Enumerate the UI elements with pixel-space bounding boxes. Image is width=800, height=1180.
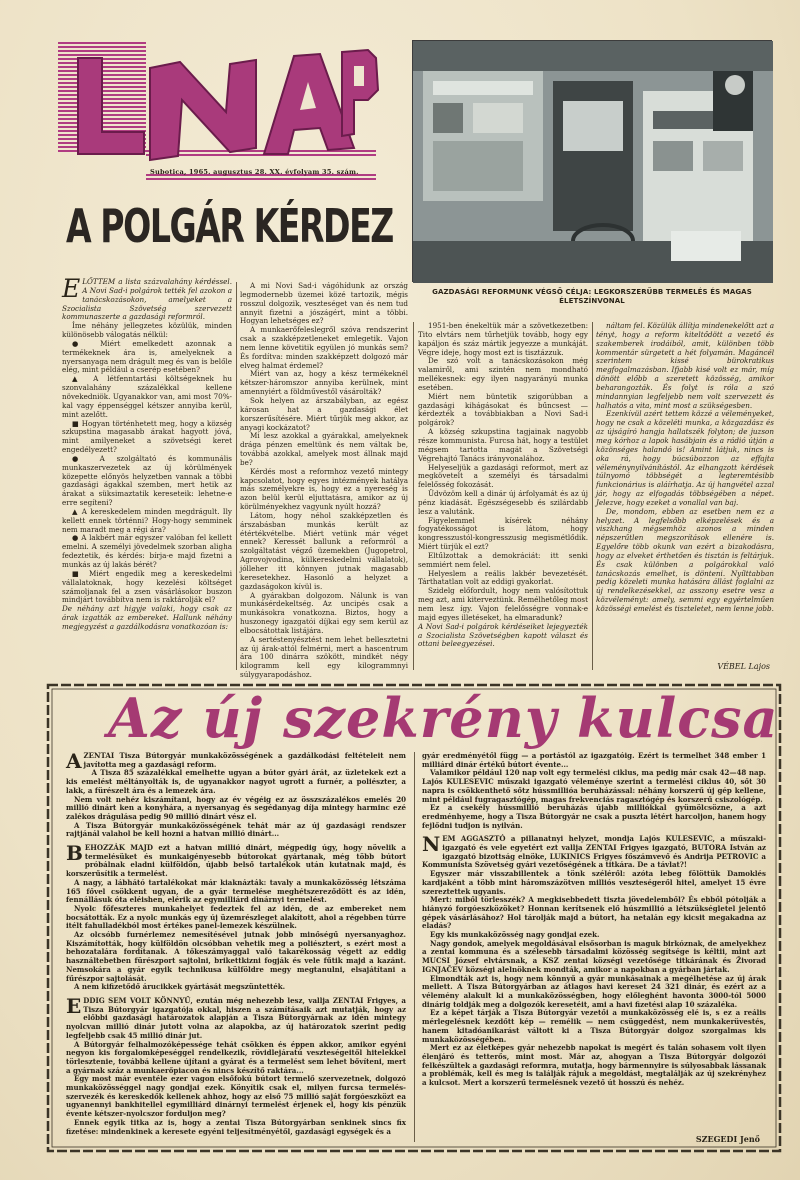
article1-col2-para: Sok helyen az árszabályban, az egész károsan hat a gazdasági élet korszerűsítésére. Miért tűrjük meg akkor, az anyagi kockázatot? (240, 395, 408, 432)
article1-col3-para: Szidelg előfordult, hogy nem valósítottuk meg azt, ami kiterveztünk. Remélhetőleg most nem lesz így. Vajon felelősségre vonnak-e majd egyes illetéseket, ha elmaradunk? (418, 586, 588, 622)
article2-left-block: Egy most már eventéle ezer vagon elsőfokú bútort termelő szervezetnek, dolgozó munkaközösséggel nagy gondjai ezek. Könyítik csak el, milyen furcsa termelés-szervezék és kereskedők kellenek ahhoz, hogy az első 75 millió saját forgóeszközt ea ugyanennyi bankhitellel egymilliárd dinárnyi termelést érjenek el, hogy kis pénzük évente kétszer-nyolcszor forduljon meg? (66, 1074, 406, 1119)
headline-polgar-kerdez: A POLGÁR KÉRDEZ (66, 199, 393, 253)
article2-col-right (422, 752, 766, 1132)
article1-col1 (62, 274, 232, 672)
article1-col1-para: Íme néhány jellegzetes közülük, minden különösebb válogatás nélkül: (62, 321, 232, 340)
article1-col4-para: Ezenkívül azért tettem közzé a véleményeket, hogy ne csak a közeléti munka, a közgazdász és az újságíró hangja hallatszék folyton; de juzson meg kórhoz a lapok hasábjain és a rádió útján a közönséges halandó is! Amint látjuk, nincs is oka rá, hogy búcsúbozzon az effajta véleménynyilvánítástól. Az elhangzott kérdések túlnyomó többségét a legteremtésibb funkcionárius is aláírhatja. Az új hangvétel azzal jár, hogy az elfogadás többségében a népet. Jelezve, hogy ezeket a vonallal van baj. (596, 409, 774, 507)
article1-col2-para: Mi lesz azokkal a gyárakkal, amelyeknek drága pénzen emeltünk és nem váltak be, továbbá azokkal, amelyek most állnak majd be? (240, 431, 408, 467)
article2-left-text: ZENTAI Tisza Bútorgyár munkaközösségének a gazdálkodási feltételeit nem javította meg a gazdasági reform. (83, 751, 406, 769)
column-rule (236, 282, 237, 670)
article2-right-block (422, 832, 766, 870)
article2-cap: B (66, 841, 83, 866)
article2-right-block: Mert ez az életképes gyár nehezebb napokat is megért és talán sohasem volt ilyen élenjáró és tetterős, mint most. Már az, ahogyan a Tisza Bútorgyár dolgozói felkészültek a gazdasági reformra, mutatja, hogy bármennyire is súlyosabbak lássanak a problémák, kell és meg is találják rájuk a megoldást, megtalálják az új szekrényhez a kulcsot. Mert a korszerű termelésnek vezető út hosszú és nehéz. (422, 1043, 766, 1088)
article1-col3-para: Miért nem büntetik szigorúbban a gazdasági kihágásokat és bűncsest — kérdezték a továbbiakban a Novi Sad-i polgárok? (418, 391, 588, 428)
article1-col1-para: ■ Miért engedik meg a kereskedelmi vállalatoknak, hogy kezelési költséget számoljanak fel a zsen vásárlásokor buszon mindjárt továbbítva nem is raktárolják el? (62, 568, 232, 605)
article2-right-block: Mert: miből törlesszék? A megkisebbedett tiszta jövedelemből? És ebből pótolják a hiányzó forgóeszközöket? Honnan kerítsenek elő húszmillió a létszükségletel jelentő gépek vásárlásához? Hol tárolják majd a bútort, ha netalán egy kicsit megakadna az eladás? (422, 895, 766, 931)
article1-dropcap: E (62, 274, 81, 303)
issue-line: Subotica, 1965. augusztus 28. XX. évfolyam 35. szám. (150, 168, 359, 176)
article2-right-block: Elmondták azt is, hogy nem könnyű a gyár munkásainak a megélhetése az új árak mellett. A Tisza Bútorgyárban az átlagos havi kereset 24 321 dinár, és ezért az a vélemény alakult ki a munkaközösségben, hogy előleghént havonta 3000-tól 5000 dinárig toldják meg a dolgozók keresetéit, ami a havi fizetési alap 10 százaléka. (422, 973, 766, 1009)
article1-signature: VÉBEL Lajos (717, 662, 770, 671)
article2-left-block (66, 841, 406, 879)
article1-col3-para: 1951-ben énekeltük már a szövetkezetben: Tito elvtárs nem tűrhetjük tovább, hogy egy kapáljon és száz mártik jegyezze a munkáját. Végre ideje, hogy most ezt is tisztázzuk. (418, 321, 588, 357)
article2-right-block: Valamikor például 120 nap volt egy termelési ciklus, ma pedig már csak 42—48 nap. Lajós KULESEVIC műszaki igazgató véleménye szerint a termelési ciklus 40, sőt 30 napra is csökkenthető sőtz hússmillióa beruházással: néhány korszerű új gép kellene, mint például fugragasztógép, magas frekvenciás ragasztógép és korszerű csiszológép. (422, 768, 766, 804)
article1-col1-para: ▲ A létfenntartási költségeknek hu szonvalahány százalékkal kellene növekedniök. Ugyanakkor van, ami most 70%-kal vagy éppenséggel kétszer annyiba kerül, mint azelőtt. (62, 374, 232, 419)
column-rule (592, 322, 593, 670)
article2-left-block: A Tisza Bútorgyár munkaközösségének tehát már az új gazdasági rendszer rajtjánál valahol be kell hozni a hatvan millió dinárt... (66, 820, 406, 839)
article1-col2-para: A munkaerőfeleslegről szóva rendszerint csak a szakképzetleneket emlegetik. Vajon nem lenne követitik együlen jó munkás sem? És fordítva: minden szakképzett dolgozó már elveg halmat érdemel? (240, 325, 408, 370)
article1-col2-para: Látom, hogy néhol szakképzetlen és árszabásban munkás került az étértékvételbe. Miért vetünk már véget ennek? Keressét ballunk a reformról a szolgáltatást végző üzemekben (Jugopetrol, Agrovojvodina, külkereskedelmi vállalatok), jólleher itt könnyen jutnak magasabb keresetekhez. Hasonló a helyzet a gazdaságokon kívül is. (240, 510, 408, 591)
article1-col1-para: ● A szolgáltató és kommunális munkaszervezetek az új körülmények közepette előnyös helyzetben vannak a többi gazdasági ágakkal szemben, mert hetik az árakat a süksimaztatik kereseteik: lehetne-e erre segíteni? (62, 453, 232, 508)
article2-left-block (66, 749, 406, 773)
headline-szekreny-kulcsa: Az új szekrény kulcsa (108, 686, 779, 750)
article2-right-block: Ez a csekély hússmillió beruházás újabb milliókkal gyümölcsözne, a azt eredménhyeme, hogy a Tisza Bútorgyár ne csak a puszta létért harcoljon, hanem hogy fejlődni tudjon is nyilván. (422, 803, 766, 830)
nap-logo (58, 38, 380, 188)
article1-col3-para: A község szkupstina tagjainak nagyobb része kommunista. Furcsa hát, hogy a testület mégsem tartotta magát a Szövetségi Végrehajtó Tanács irányvonalához. (418, 427, 588, 463)
article1-col2-para: A gyárakban dolgozom. Nálunk is van munkásérdekeltség. Az uncipés csak a munkásokra vonatkozna. Biztos, hogy a huszonegy igazgatói díjkai egy sem kerül az elbocsátottak listájára. (240, 590, 408, 635)
article2-cap: N (422, 832, 441, 857)
article1-col2-para: Kérdés most a reformhoz vezető mintegy kapcsolatot, hogy egyes intézmények hatálya más személyekre is, hogy ez a nyereség is azon belül kerül eljuttatásra, amikor az új körülményekhez vagyunk nyúlt hozzá? (240, 466, 408, 512)
article1-col3-para: A Novi Sad-i polgárok kérdéseiket lejegyezték a Szocialista Szövetségben kapott választ és ottani beleegyezései. (418, 621, 588, 649)
article1-col2-para: Miért van az, hogy a kész termékeknél kétszer-háromszor annyiba kerülnek, mint amennyiért a földművestől vásárolták? (240, 369, 408, 397)
factory-photo-illustration (413, 41, 773, 283)
article2-left-block: A nagy, a lábhátó tartalékokat már kiaknázták: tavaly a munkaközösség létszáma 165 fővel csökkent ugyan, de a gyár termelése meghétszereződött és az idén, fennállásuk óta eléishen, elérik az egymilliárd dinárnyi termelést. (66, 877, 406, 905)
article2-right-block: Nagy gondok, amelyek megoldásával elsősorban is maguk birkóznak, de amelyekhez a zentai kommuna és a szélesebb társadalmi közösség segítsége is kéltii, mint azt MUCSI József elvtársnak, a KSZ zentai községi vezetősége titkárának és Živorad IGNJAČEV községi alelnöknek mondták, amikor a napokban a gyárban jártak. (422, 938, 766, 974)
article2-right-text: EM AGGASZTÓ a pillanatnyi helyzet, mondja Lajós KULESEVIC, a műszaki-igazgató és vele egyetért ezt vallja ZENTAI Frigyes igazgató, BUTORA István az igazgató bizottság elnöke, LUKINICS Frigyes főszámvevő és Andrija PETROVIC a Kommunista Szövetség gyári vezetőségének a titkára. De a távlat?! (422, 834, 766, 870)
article1-col1-para: ▲ A kereskedelem minden megdrágult. Ily kellett ennek történni? Hogy-hogy semminek nem maradt meg a régi ára? (62, 506, 232, 534)
article2-cap: A (66, 749, 82, 773)
article2-right-block: gyár eredményétől függ — a portástól az igazgatóig. Ezért is termelhet 348 ember 1 milliárd dinár értékű bútort évente... (422, 751, 766, 769)
article1-col3-para: Helyeslem a reális lakbér bevezetését. Tárthatatlan volt az eddigi gyakorlat. (418, 568, 588, 587)
photo-caption: GAZDASÁGI REFORMUNK VÉGSŐ CÉLJA: LEGKORSZERŰBB TERMELÉS ÉS MAGAS ÉLETSZÍNVONAL (432, 288, 752, 305)
article1-col1-para: ● A lakbért már egyszer valóban fel kellett emelni. A személyi jövedelmek szorban aligha fedeztetik, és kérdés: bírja-e majd fizetni a munkás az új lakás bérét? (62, 533, 232, 569)
article2-left-block: Nem volt nehéz kiszámítani, hogy az év végéig ez az összszázalékos emelés 20 millió dinárt ken a konyhára, a nyersanyag és segédanyag díja mintegy harminc ezé zalékos drágulása pedig 90 millió dinárt vész el. (66, 794, 406, 821)
article2-left-block: A nem kifizetődő árucikkek gyártását megszüntették. (74, 982, 286, 992)
masthead (58, 38, 378, 188)
article2-left-block (66, 993, 406, 1041)
article1-col1-para: ■ Hogyan történhetett meg, hogy a község szkupstina magasabb árakat hagyott jóvá, mint amilyeneket a szövetségi keret engedélyezett? (62, 418, 232, 455)
article1-col4-para: De, mondom, ebben az esetben nem ez a helyzet. A legfelsőbb elképzelések és a viszkhang mégsemhöz azonos a minden népszerűtlen megszorítások ellenére is. Egyelőre több okunk van ezért a bizakodásra, hogy az elveket érthetően és tisztán is feltárjuk. És csak különben a polgárokkal való tanácskozás emelhet, is dönteni. Nyílttabban pedig közeleti munka hatására állást foglalni az új rendelkezésekkel, az asszony esetre vesz a közvéleményt: amely, semmi egy egyértelműen közösségi emelést és tiszteletet, nem lenne jobb. (596, 506, 774, 613)
article2-signature: SZEGEDI Jenő (695, 1134, 760, 1144)
article2-right-block: Ez a képet tárják a Tisza Bútorgyár vezetői a munkaközösség elé is, s ez a reális mérlegelésnek kezdőtt kép — remélik — nem csüggedést, nem munkakerüvestés, hanem kitadóanikarást váltott ki a Tisza Bútorgyár dolgoz szorgalmas kis munkaközösségében. (422, 1008, 766, 1044)
article2-col-left (66, 749, 406, 1144)
article1-col1-para: De néhány azt higyje valaki, hogy csak az árak izgatták az embereket. Hallunk néhány megjegyzést a gazdálkodásra vonatkozóan is: (62, 604, 232, 631)
article1-col3-para: Üdvözöm kell a dinár új árfolyamát és az új pénz kiadását. Egészségesebb és szilárdabb lesz a valutánk. (418, 489, 588, 516)
article2-left-block: A Bútorgyár felhalmozóképessége tehát csökken és éppen akkor, amikor egyéni negyon kis forgalomképeséggel rendelkezik, rövidlejáratú veszteségeitől hitelekkel törlesztenie, továbbá kellene újítani a gyárat és a termelést sem lehet bővíteni, mert a gyárnak száz a munkaerőpiacon és nincs készítő raktára... (66, 1039, 406, 1075)
article2-cap: E (66, 993, 82, 1018)
article1-col3-para: Helyeseljük a gazdasági reformot, mert az megkövetelt a személyi és társadalmi felelősség fokozását. (418, 462, 588, 490)
column-rule (414, 752, 415, 1142)
article2-left-block: Ennek egyik titka az is, hogy a zentai Tisza Bútorgyárban senkinek sincs fix fizetése: mindenkinek a keresete egyéni teljesítményétől, gazdasági egységek és a (66, 1117, 406, 1136)
article1-col4-para: náltam fel. Közülük állítja mindenekelőtt azt a tényt, hogy a reform kiteltődött a vezető és szakemberek irodáiból, amit, különben több kommentár sürgetett a hét folyamán. Magáncél szerintem kissé bürokratikus megfogalmazásban. Ifjabb kisé volt ez már, míg dönött előbb a szeretett közösség, amikor beharangozták. És folyt is róla a szó mindannyian legfeljebb nem volt szervezett és halhatós a vita, mint most a szükségesben. (596, 321, 774, 410)
article2-left-text: DDIG SEM VOLT KÖNNYŰ, ezután még nehezebb lesz, vallja ZENTAI Frigyes, a Tisza Bútorgyár igazgatója okkal, hiszen a számításaik azt mutatják, hogy az előbbi gazdasági határozatok alapján a Tisza Bútorgyárnak az idén mintegy nyolcvan millió dinár jutott volna az alapokba, az új határozatok szerint pedig legfeljebb csak 45 millió dinár jut. (66, 995, 406, 1040)
column-rule (413, 322, 414, 670)
article1-col3-para: Eltűlzottak a demokráciát: itt senki semmiért nem felel. (418, 550, 588, 569)
article1-col2 (240, 281, 408, 680)
article2-right-block: Egyszer már visszabillentek a tönk széléről: azóta lebeg fölöttük Damoklés kardjaként a több mint háromszázötven milliós veszteségeről hitel, amelyet 15 évre szereztettek ugyanis. (422, 869, 766, 896)
article1-col4 (596, 322, 774, 672)
article1-col3-para: Figyelemmel kísérek néhány fogyatékosságot is látom, hogy kongresszustól-kongresszusig megismétlődik. Miért türjük el ezt? (418, 515, 588, 552)
article1-col1-para: ● Miért emelkedett azonnak a termékeknek ára is, amelyeknek a nyersanyaga nem drágult meg és van is belőle elég, mint például a cserép esetében? (62, 338, 232, 375)
article1-lead: LŐTTEM a lista százvalahány kérdéssel. A Novi Sad-i polgárok tették fel azokon a tanácskozásokon, amelyeket a Szocialista Szövetség szervezett kommunaszerte a gazdasági reformról. (62, 277, 232, 322)
article1-col3 (418, 322, 588, 672)
article1-col2-para: A sertéstenyésztést nem lehet bellesztetni az új árak-attól felmérni, mert a hascentrum ára 100 dinárra szökött, mindkét négy kilogramm kell egy kilogrammnyi súlygyarapodáshoz. (240, 634, 408, 680)
factory-photo (412, 40, 772, 282)
article2-right-block: Egy kis munkaközösség nagy gondjai ezek. (430, 930, 600, 940)
article2-left-block: Nyolc főfeszteres munkahelyet fedeztek fel az idén, de az embereket nem bocsátották. Ez a nyolc munkás egy új üzemrészleget alakított, ahol a régebben túrre itélt fahulladékból most értékes panel-lemezek készülnek. (66, 903, 406, 931)
article1-col3-para: De szó volt a tanácskozásokon még valamiről, ami szintén nem mondható mellékesnek: egy ilyen nagyarányú munka esetében. (418, 356, 588, 392)
article1-col2-para: A mi Novi Sad-i vágóhídunk az ország legmodernebb üzemei közé tartozik, mégis rosszul dolgozik, veszteséget van és nem tud annyit fizetni a jószágért, mint a többi. Hogyan lehetséges ez? (240, 281, 408, 326)
article2-left-text: EHOZZÁK MAJD ezt a hatvan millió dinárt, mégpedig úgy, hogy növelik a termelésüket és munkaigényesebb bútorokat gyártanak, még több bútort próbálnak eladni külföldön, újabb belső tartalékok után kutatnak majd, és korszerűsítik a termelést. (66, 843, 406, 879)
article2-left-block: Az olcsóbb furnérlemez nemesítésével jutnak jobb minőségű nyersanyaghoz. Kiszámították, hogy külföldön olcsóbban vehetik meg a poliésztert, s ezért most a behozatalára fordítanak. A tőkeszámyaggal való takarékosság végett az eddig használtebetben fürészport sajtolni, brikettkizni fogják és vele fűtik majd a kazánt. Nemsokára a gyár egyik technikusa külföldre megy megtanulni, elsajátítani a fűrészpor sajtolását. (66, 930, 406, 983)
article2-left-block: A Tisza 85 százalékkal emelhette ugyan a bútor gyári árát, az üzletekek ezt a kis emelést méltányolták is, de ugyanakkor nagyot ugrott a furnér, a poliészter, a lakk, a fürészelt ára és a lemezek ára. (66, 768, 406, 795)
